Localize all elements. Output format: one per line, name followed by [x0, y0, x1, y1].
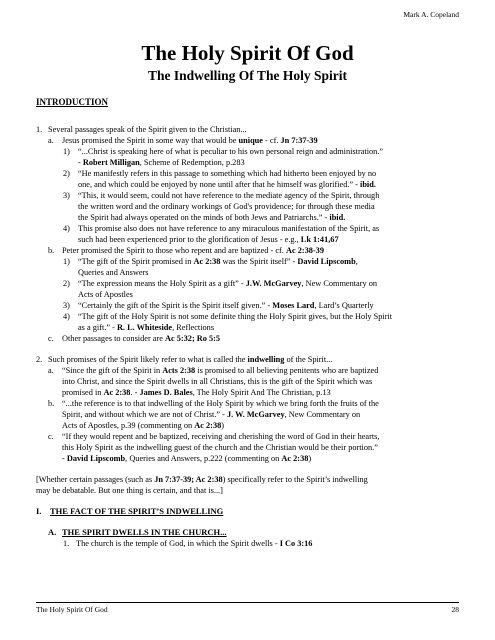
point-2b-cont2 — [36, 420, 474, 431]
point-number: 2. — [36, 355, 43, 364]
text: [Whether certain passages (such as — [36, 475, 155, 484]
scripture-ref: Lk 1:41,67 — [300, 235, 339, 244]
point-label: b. — [48, 246, 55, 255]
point-1b-2 — [36, 278, 474, 289]
quote-text: “The gift of the Holy Spirit is not some definite thing the Holy Spirit gives, but the Holy Spirit — [78, 312, 393, 321]
text: This promise also does not have reference to any miraculous manifestation of the Spirit, as — [78, 224, 380, 233]
quote-text: this Holy Spirit as the indwelling guest of the church and the Christian would be their portion.” — [62, 443, 378, 452]
bold-text: unique — [238, 136, 263, 145]
point-label: a. — [48, 136, 54, 145]
page-footer — [36, 602, 459, 614]
point-label: c. — [48, 334, 54, 343]
text: Such promises of the Spirit likely refer to what is called the — [48, 355, 248, 364]
point-1b-1-cont — [36, 267, 474, 278]
text: Peter promised the Spirit to those who repent and are baptized - cf. — [62, 246, 286, 255]
item-number: 3) — [63, 191, 70, 200]
bracket-note — [36, 474, 474, 485]
scripture-ref: Ac 2:38 — [193, 257, 221, 266]
footer-title: The Holy Spirit Of God — [36, 605, 108, 614]
text: . - — [130, 388, 140, 397]
subsection-label: A. — [48, 527, 57, 537]
scripture-ref: Acts 2:38 — [162, 366, 196, 375]
source: , Queries and Answers, p.222 (commenting on — [125, 454, 282, 463]
point-1b-3 — [36, 300, 474, 311]
subsection-point-1 — [36, 538, 474, 549]
text: The church is the temple of God, in which the Spirit dwells - — [76, 539, 280, 548]
quote-text: was the Spirit itself” - — [220, 257, 298, 266]
bold-text: indwelling — [247, 355, 285, 364]
ibid: ibid. — [360, 180, 376, 189]
section-heading — [36, 506, 474, 517]
point-2b — [36, 398, 474, 409]
text: such had been experienced prior to the glorification of Jesus - e.g., — [78, 235, 301, 244]
source: Queries and Answers — [78, 268, 149, 277]
quote-text: the written word and the ordinary workings of God's providence; for through these media — [78, 202, 375, 211]
scripture-ref: Ac 5:32; Ro 5:5 — [164, 334, 221, 343]
quote-text: “He manifestly refers in this passage to something which had hitherto been enjoyed by no — [78, 169, 377, 178]
point-1b-2-cont — [36, 289, 474, 300]
source: Acts of Apostles, p.39 (commenting on — [62, 421, 195, 430]
quote-text: “The gift of the Spirit promised in — [78, 257, 194, 266]
scripture-ref: Jn 7:37-39 — [280, 136, 318, 145]
author-name: David Lipscomb — [297, 257, 356, 266]
scripture-ref: Ac 2:38 — [194, 421, 222, 430]
intro-heading: INTRODUCTION — [36, 97, 109, 107]
dash: - — [78, 158, 83, 167]
section-number: I. — [36, 506, 42, 516]
author-name: Moses Lard — [272, 301, 315, 310]
text: ) — [221, 421, 225, 430]
point-2b-cont — [36, 409, 474, 420]
point-1a-2 — [36, 168, 474, 179]
source: , New Commentary on — [284, 410, 361, 419]
text: ) — [308, 454, 312, 463]
point-1a-4-cont — [36, 234, 474, 245]
point-1b — [36, 245, 474, 256]
scripture-ref: Ac 2:38 — [103, 388, 131, 397]
point-1b-1 — [36, 256, 474, 267]
document-body — [36, 124, 474, 549]
point-2a-cont2 — [36, 387, 474, 398]
item-number: 2) — [63, 279, 70, 288]
quote-text: promised in — [62, 388, 104, 397]
source: , Scheme of Redemption, p.283 — [139, 158, 245, 167]
item-number: 1) — [63, 257, 70, 266]
quote-text: is promised to all believing penitents who are baptized — [195, 366, 379, 375]
point-1a-3-cont — [36, 201, 474, 212]
point-2c-cont2 — [36, 453, 474, 464]
author-name: R. L. Whiteside — [116, 323, 173, 332]
quote-text: as a gift.” - — [78, 323, 117, 332]
item-number: 1. — [63, 539, 70, 548]
quote-text: into Christ, and since the Spirit dwells in all Christians, this is the gift of the Spirit which was — [62, 377, 373, 386]
subsection-heading — [36, 527, 474, 538]
source: , Reflections — [172, 323, 215, 332]
quote-text: “Certainly the gift of the Spirit is the Spirit itself given.” - — [78, 301, 273, 310]
scripture-ref: I Co 3:16 — [279, 539, 313, 548]
page-subtitle: The Indwelling Of The Holy Spirit — [148, 68, 347, 83]
text: Other passages to consider are — [62, 334, 165, 343]
item-number: 3) — [63, 301, 70, 310]
quote-text: “Since the gift of the Spirit in — [62, 366, 163, 375]
quote-text: the Spirit had always operated on the minds of both Jews and Patriarchs.” - — [78, 213, 330, 222]
scripture-ref: Ac 2:38 — [281, 454, 309, 463]
author-header: Mark A. Copeland — [403, 10, 459, 19]
scripture-ref: Jn 7:37-39; Ac 2:38 — [154, 475, 223, 484]
bracket-note-cont — [36, 485, 474, 496]
quote-text: one, and which could be enjoyed by none until after that he himself was glorified.” - — [78, 180, 361, 189]
point-2c-cont — [36, 442, 474, 453]
point-1b-4-cont — [36, 322, 474, 333]
point-1a-1 — [36, 146, 474, 157]
point-2a — [36, 365, 474, 376]
point-label: b. — [48, 399, 55, 408]
item-number: 1) — [63, 147, 70, 156]
item-number: 2) — [63, 169, 70, 178]
point-1a-2-cont — [36, 179, 474, 190]
item-number: 4) — [63, 224, 70, 233]
page-number: 28 — [451, 605, 459, 614]
source: , New Commentary on — [301, 279, 378, 288]
point-1a — [36, 135, 474, 146]
quote-text: “...Christ is speaking here of what is peculiar to his own personal reign and administration.” — [78, 147, 384, 156]
point-1a-4 — [36, 223, 474, 234]
text: , — [355, 257, 358, 266]
point-label: a. — [48, 366, 54, 375]
point-1 — [36, 124, 474, 135]
dash: - — [62, 454, 67, 463]
point-1a-3 — [36, 190, 474, 201]
quote-text: “The expression means the Holy Spirit as a gift” - — [78, 279, 246, 288]
author-name: J.W. McGarvey — [245, 279, 302, 288]
text: may be debatable. But one thing is certain, and that is...] — [36, 486, 223, 495]
quote-text: “...the reference is to that indwelling of the Holy Spirit by which we bring forth the fruits of the — [62, 399, 379, 408]
author-name: David Lipscomb — [66, 454, 126, 463]
point-label: c. — [48, 432, 54, 441]
point-1c — [36, 333, 474, 344]
point-1b-4 — [36, 311, 474, 322]
point-2a-cont — [36, 376, 474, 387]
point-1a-3-cont2 — [36, 212, 474, 223]
text: of the Spirit... — [284, 355, 333, 364]
text: ) specifically refer to the Spirit’s indwelling — [222, 475, 368, 484]
quote-text: “If they would repent and be baptized, receiving and cherishing the word of God in their hearts, — [62, 432, 380, 441]
author-name: J. W. McGarvey — [227, 410, 285, 419]
ibid: ibid. — [329, 213, 346, 222]
point-2c — [36, 431, 474, 442]
page-title: The Holy Spirit Of God — [141, 41, 354, 65]
source: , The Holy Spirit And The Christian, p.13 — [192, 388, 331, 397]
quote-text: “This, it would seem, could not have reference to the mediate agency of the Spirit, through — [78, 191, 380, 200]
section-title: THE FACT OF THE SPIRIT’S INDWELLING — [50, 506, 224, 516]
author-name: James D. Bales — [139, 388, 193, 397]
point-1a-1-cont — [36, 157, 474, 168]
point-text: Several passages speak of the Spirit given to the Christian... — [48, 125, 247, 134]
point-2 — [36, 354, 474, 365]
author-name: Robert Milligan — [82, 158, 140, 167]
source: Acts of Apostles — [78, 290, 133, 299]
point-number: 1. — [36, 125, 43, 134]
text: Jesus promised the Spirit in some way that would be — [62, 136, 239, 145]
subsection-title: THE SPIRIT DWELLS IN THE CHURCH... — [62, 527, 227, 537]
source: , Lard’s Quarterly — [314, 301, 374, 310]
text: - cf. — [262, 136, 281, 145]
scripture-ref: Ac 2:38-39 — [285, 246, 324, 255]
quote-text: Spirit, and without which we are not of Christ.” - — [62, 410, 227, 419]
item-number: 4) — [63, 312, 70, 321]
